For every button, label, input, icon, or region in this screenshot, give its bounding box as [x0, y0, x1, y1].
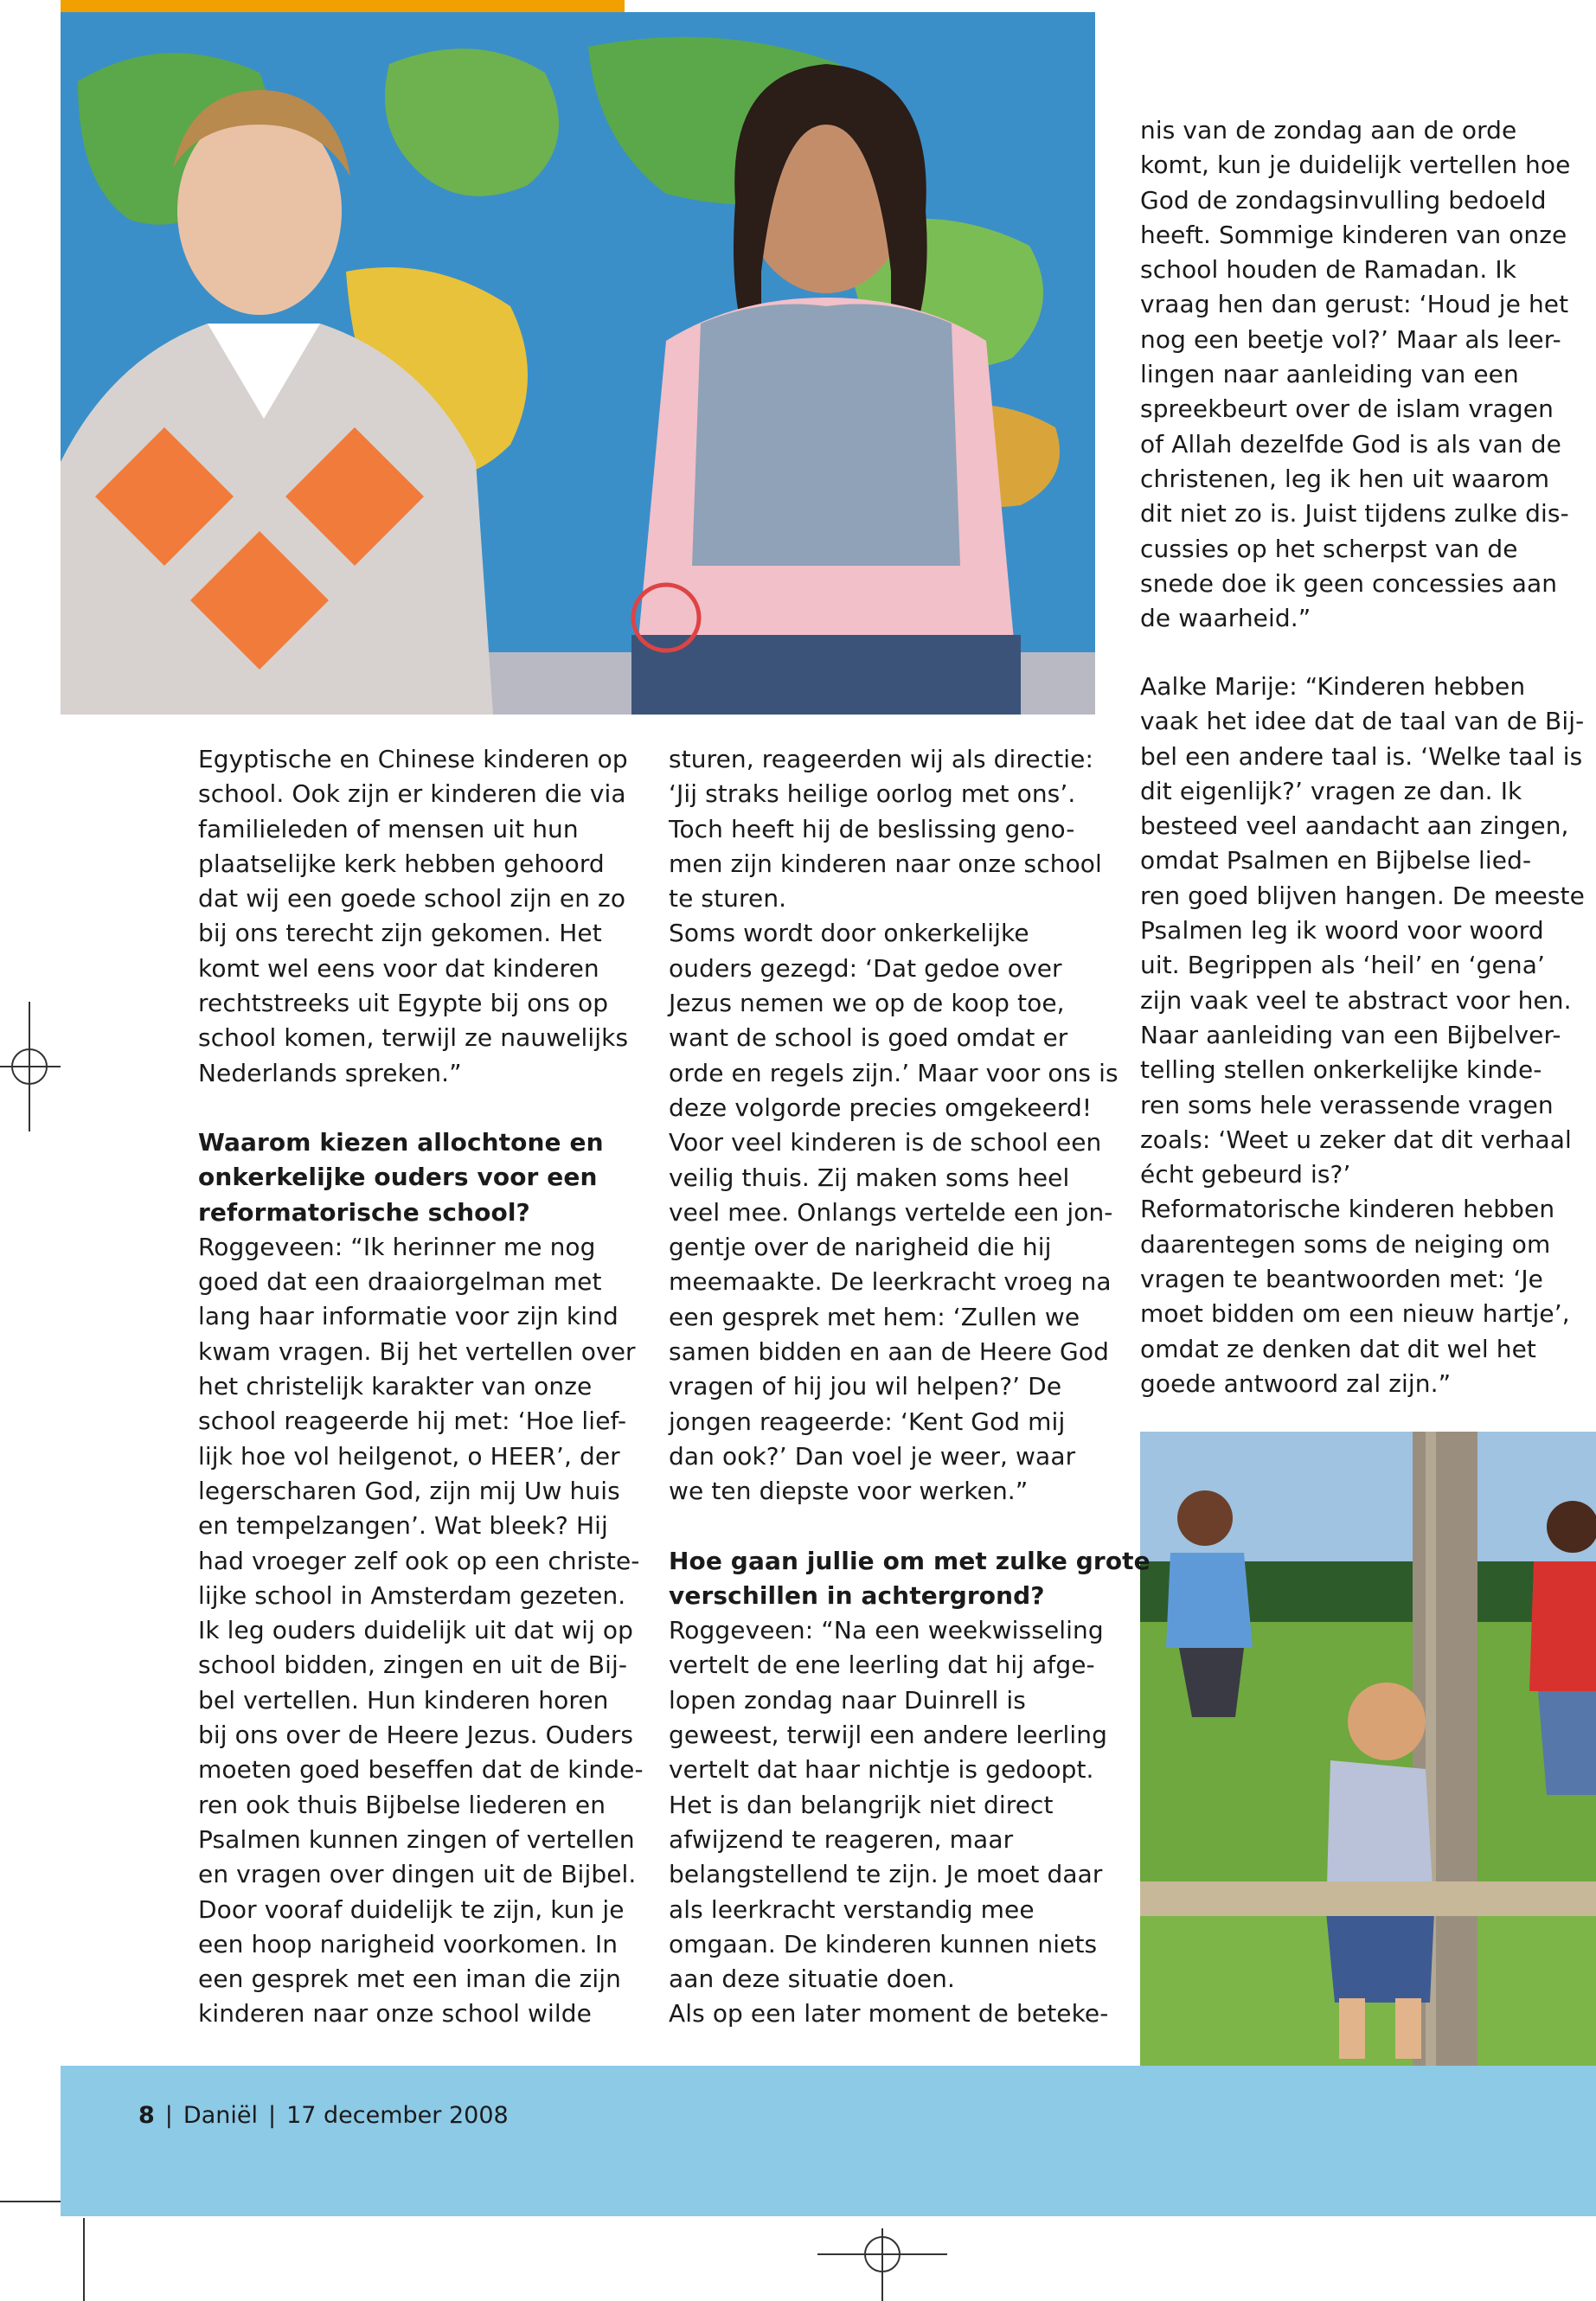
- col3-line: God de zondagsinvulling bedoeld: [1140, 185, 1547, 215]
- col3-line: heeft. Sommige kinderen van onze: [1140, 220, 1567, 249]
- col3-line: vaak het idee dat de taal van de Bij-: [1140, 707, 1585, 736]
- footer-band: [61, 2066, 1596, 2216]
- col1-line: lijk hoe vol heilgenot, o HEER’, der: [198, 1441, 620, 1471]
- col1-line: goed dat een draaiorgelman met: [198, 1267, 602, 1297]
- paragraph-spacer: [198, 1091, 644, 1125]
- col2-line: meemaakte. De leerkracht vroeg na: [669, 1267, 1112, 1297]
- col2-line: men zijn kinderen naar onze school: [669, 849, 1102, 878]
- col1-line: plaatselijke kerk hebben gehoord: [198, 849, 605, 878]
- col3-line: telling stellen onkerkelijke kinde-: [1140, 1055, 1542, 1085]
- col1-line: had vroeger zelf ook op een christe-: [198, 1546, 640, 1575]
- article-column-1: [198, 742, 644, 2032]
- col2-line: vertelt de ene leerling dat hij afge-: [669, 1650, 1095, 1680]
- col2-line: Het is dan belangrijk niet direct: [669, 1790, 1054, 1819]
- col1-line: bel vertellen. Hun kinderen horen: [198, 1685, 609, 1715]
- col2-line: aan deze situatie doen.: [669, 1965, 955, 1994]
- col2-line: want de school is goed omdat er: [669, 1023, 1068, 1053]
- col3-line: zijn vaak veel te abstract voor hen.: [1140, 985, 1572, 1015]
- col1-line: een hoop narigheid voorkomen. In: [198, 1929, 619, 1958]
- col2-line: samen bidden en aan de Heere God: [669, 1337, 1109, 1367]
- col2-line: geweest, terwijl een andere leerling: [669, 1721, 1108, 1750]
- col3-line: school houden de Ramadan. Ik: [1140, 255, 1517, 285]
- col3-line: Aalke Marije: “Kinderen hebben: [1140, 672, 1526, 701]
- col2-line: sturen, reageerden wij als directie:: [669, 745, 1094, 773]
- col3-line: ren goed blijven hangen. De meeste: [1140, 881, 1585, 910]
- registration-mark-left: [0, 1002, 61, 1131]
- col2-line: een gesprek met hem: ‘Zullen we: [669, 1302, 1080, 1331]
- col3-line: dit niet zo is. Juist tijdens zulke dis-: [1140, 499, 1569, 529]
- col3-line: zoals: ‘Weet u zeker dat dit verhaal: [1140, 1125, 1572, 1154]
- col3-line: Psalmen leg ik woord voor woord: [1140, 916, 1544, 945]
- col3-line: nis van de zondag aan de orde: [1140, 116, 1517, 144]
- col2-line: vertelt dat haar nichtje is gedoopt.: [669, 1755, 1094, 1785]
- col3-line: snede doe ik geen concessies aan: [1140, 568, 1558, 598]
- col2-heading-line: verschillen in achtergrond?: [669, 1580, 1045, 1610]
- col1-heading-line: Waarom kiezen allochtone en: [198, 1127, 604, 1157]
- col3-line: nog een beetje vol?’ Maar als leer-: [1140, 324, 1561, 354]
- classroom-map-image: [61, 12, 1095, 715]
- publication-date: 17 december 2008: [286, 2102, 509, 2129]
- col3-line: lingen naar aanleiding van een: [1140, 360, 1519, 389]
- col2-line: jongen reageerde: ‘Kent God mij: [669, 1407, 1066, 1436]
- col3-line: vragen te beantwoorden met: ‘Je: [1140, 1265, 1544, 1294]
- col2-line: veilig thuis. Zij maken soms heel: [669, 1163, 1070, 1192]
- col3-line: dit eigenlijk?’ vragen ze dan. Ik: [1140, 776, 1522, 805]
- col2-line: omgaan. De kinderen kunnen niets: [669, 1929, 1098, 1958]
- col3-line: besteed veel aandacht aan zingen,: [1140, 811, 1569, 841]
- page-footer: [138, 2102, 509, 2129]
- col2-line: veel mee. Onlangs vertelde een jon-: [669, 1197, 1113, 1227]
- col1-line: het christelijk karakter van onze: [198, 1372, 593, 1401]
- col3-line: ren soms hele verassende vragen: [1140, 1090, 1554, 1119]
- col1-line: en vragen over dingen uit de Bijbel.: [198, 1860, 637, 1889]
- col1-heading-line: reformatorische school?: [198, 1197, 530, 1227]
- col1-line: een gesprek met een iman die zijn: [198, 1965, 622, 1994]
- col2-line: gentje over de narigheid die hij: [669, 1233, 1052, 1262]
- paragraph-spacer: [669, 1509, 1151, 1544]
- col1-line: school reageerde hij met: ‘Hoe lief-: [198, 1407, 627, 1436]
- col1-line: familieleden of mensen uit hun: [198, 814, 579, 843]
- footer-separator: |: [267, 2102, 277, 2129]
- col1-line: Egyptische en Chinese kinderen op: [198, 745, 628, 773]
- col3-line: écht gebeurd is?’: [1140, 1160, 1351, 1189]
- col3-line: cussies op het scherpst van de: [1140, 534, 1518, 563]
- col3-line: uit. Begrippen als ‘heil’ en ‘gena’: [1140, 951, 1545, 980]
- col1-line: school. Ook zijn er kinderen die via: [198, 779, 626, 809]
- col1-line: ren ook thuis Bijbelse liederen en: [198, 1790, 606, 1819]
- col1-line: Nederlands spreken.”: [198, 1058, 462, 1087]
- photo-playground: [1140, 1432, 1596, 2066]
- col2-line: Jezus nemen we op de koop toe,: [669, 989, 1065, 1018]
- col1-line: dat wij een goede school zijn en zo: [198, 884, 626, 913]
- col1-line: kwam vragen. Bij het vertellen over: [198, 1336, 636, 1366]
- col3-line: daarentegen soms de neiging om: [1140, 1229, 1551, 1259]
- col3-line: omdat ze denken dat dit wel het: [1140, 1334, 1536, 1363]
- col1-line: school komen, terwijl ze nauwelijks: [198, 1023, 629, 1053]
- article-column-3-bottom: [1140, 670, 1585, 1401]
- col2-line: vragen of hij jou wil helpen?’ De: [669, 1372, 1062, 1401]
- col2-line: we ten diepste voor werken.”: [669, 1477, 1029, 1506]
- col2-line: Soms wordt door onkerkelijke: [669, 919, 1029, 948]
- col3-line: omdat Psalmen en Bijbelse lied-: [1140, 846, 1532, 875]
- col1-line: school bidden, zingen en uit de Bij-: [198, 1650, 628, 1680]
- col1-line: bij ons terecht zijn gekomen. Het: [198, 919, 602, 948]
- col2-line: orde en regels zijn.’ Maar voor ons is: [669, 1058, 1118, 1087]
- photo-classroom-map: [61, 12, 1095, 715]
- col2-line: als leerkracht verstandig mee: [669, 1894, 1035, 1924]
- col3-line: goede antwoord zal zijn.”: [1140, 1368, 1452, 1398]
- crop-mark: [0, 2201, 61, 2202]
- col2-line: ‘Jij straks heilige oorlog met ons’.: [669, 779, 1076, 809]
- article-column-2: [669, 742, 1151, 2032]
- col1-line: kinderen naar onze school wilde: [198, 1999, 592, 2029]
- col1-line: lijke school in Amsterdam gezeten.: [198, 1580, 626, 1610]
- col2-line: ouders gezegd: ‘Dat gedoe over: [669, 953, 1062, 983]
- col3-line: of Allah dezelfde God is als van de: [1140, 429, 1561, 458]
- col3-line: Naar aanleiding van een Bijbelver-: [1140, 1020, 1561, 1049]
- col2-heading-line: Hoe gaan jullie om met zulke grote: [669, 1546, 1151, 1575]
- col2-line: Roggeveen: “Na een weekwisseling: [669, 1616, 1104, 1645]
- orange-accent-bar: [61, 0, 625, 12]
- col1-line: Ik leg ouders duidelijk uit dat wij op: [198, 1616, 633, 1645]
- col2-line: Als op een later moment de beteke-: [669, 1999, 1109, 2029]
- col1-line: bij ons over de Heere Jezus. Ouders: [198, 1721, 634, 1750]
- col2-line: belangstellend te zijn. Je moet daar: [669, 1860, 1103, 1889]
- col1-line: Roggeveen: “Ik herinner me nog: [198, 1232, 596, 1261]
- col1-line: lang haar informatie voor zijn kind: [198, 1302, 619, 1331]
- col3-line: christenen, leg ik hen uit waarom: [1140, 464, 1550, 493]
- col1-line: en tempelzangen’. Wat bleek? Hij: [198, 1511, 608, 1541]
- col1-line: Psalmen kunnen zingen of vertellen: [198, 1824, 635, 1854]
- col1-heading-line: onkerkelijke ouders voor een: [198, 1163, 598, 1192]
- col1-line: legerscharen God, zijn mij Uw huis: [198, 1476, 620, 1505]
- col3-line: Reformatorische kinderen hebben: [1140, 1195, 1555, 1224]
- col2-line: Voor veel kinderen is de school een: [669, 1128, 1102, 1157]
- col3-line: spreekbeurt over de islam vragen: [1140, 394, 1554, 424]
- col1-line: rechtstreeks uit Egypte bij ons op: [198, 989, 609, 1018]
- col3-line: vraag hen dan gerust: ‘Houd je het: [1140, 290, 1569, 319]
- col1-line: komt wel eens voor dat kinderen: [198, 953, 599, 983]
- col2-line: deze volgorde precies omgekeerd!: [669, 1093, 1093, 1122]
- footer-separator: |: [164, 2102, 173, 2129]
- col3-line: komt, kun je duidelijk vertellen hoe: [1140, 151, 1571, 180]
- page-number: 8: [138, 2102, 155, 2129]
- playground-image: [1140, 1432, 1596, 2066]
- col1-line: moeten goed beseffen dat de kinde-: [198, 1755, 644, 1785]
- col3-line: de waarheid.”: [1140, 604, 1311, 633]
- publication-name: Daniël: [183, 2102, 258, 2129]
- crop-mark: [83, 2218, 85, 2301]
- col2-line: Toch heeft hij de beslissing geno-: [669, 814, 1075, 843]
- col3-line: bel een andere taal is. ‘Welke taal is: [1140, 741, 1583, 771]
- col2-line: afwijzend te reageren, maar: [669, 1824, 1014, 1854]
- col2-line: te sturen.: [669, 884, 787, 913]
- col2-line: dan ook?’ Dan voel je weer, waar: [669, 1441, 1076, 1471]
- registration-mark-bottom: [817, 2228, 947, 2301]
- col3-line: moet bidden om een nieuw hartje’,: [1140, 1299, 1570, 1329]
- col1-line: Door vooraf duidelijk te zijn, kun je: [198, 1894, 625, 1924]
- article-column-3-top: [1140, 113, 1570, 636]
- col2-line: lopen zondag naar Duinrell is: [669, 1685, 1026, 1715]
